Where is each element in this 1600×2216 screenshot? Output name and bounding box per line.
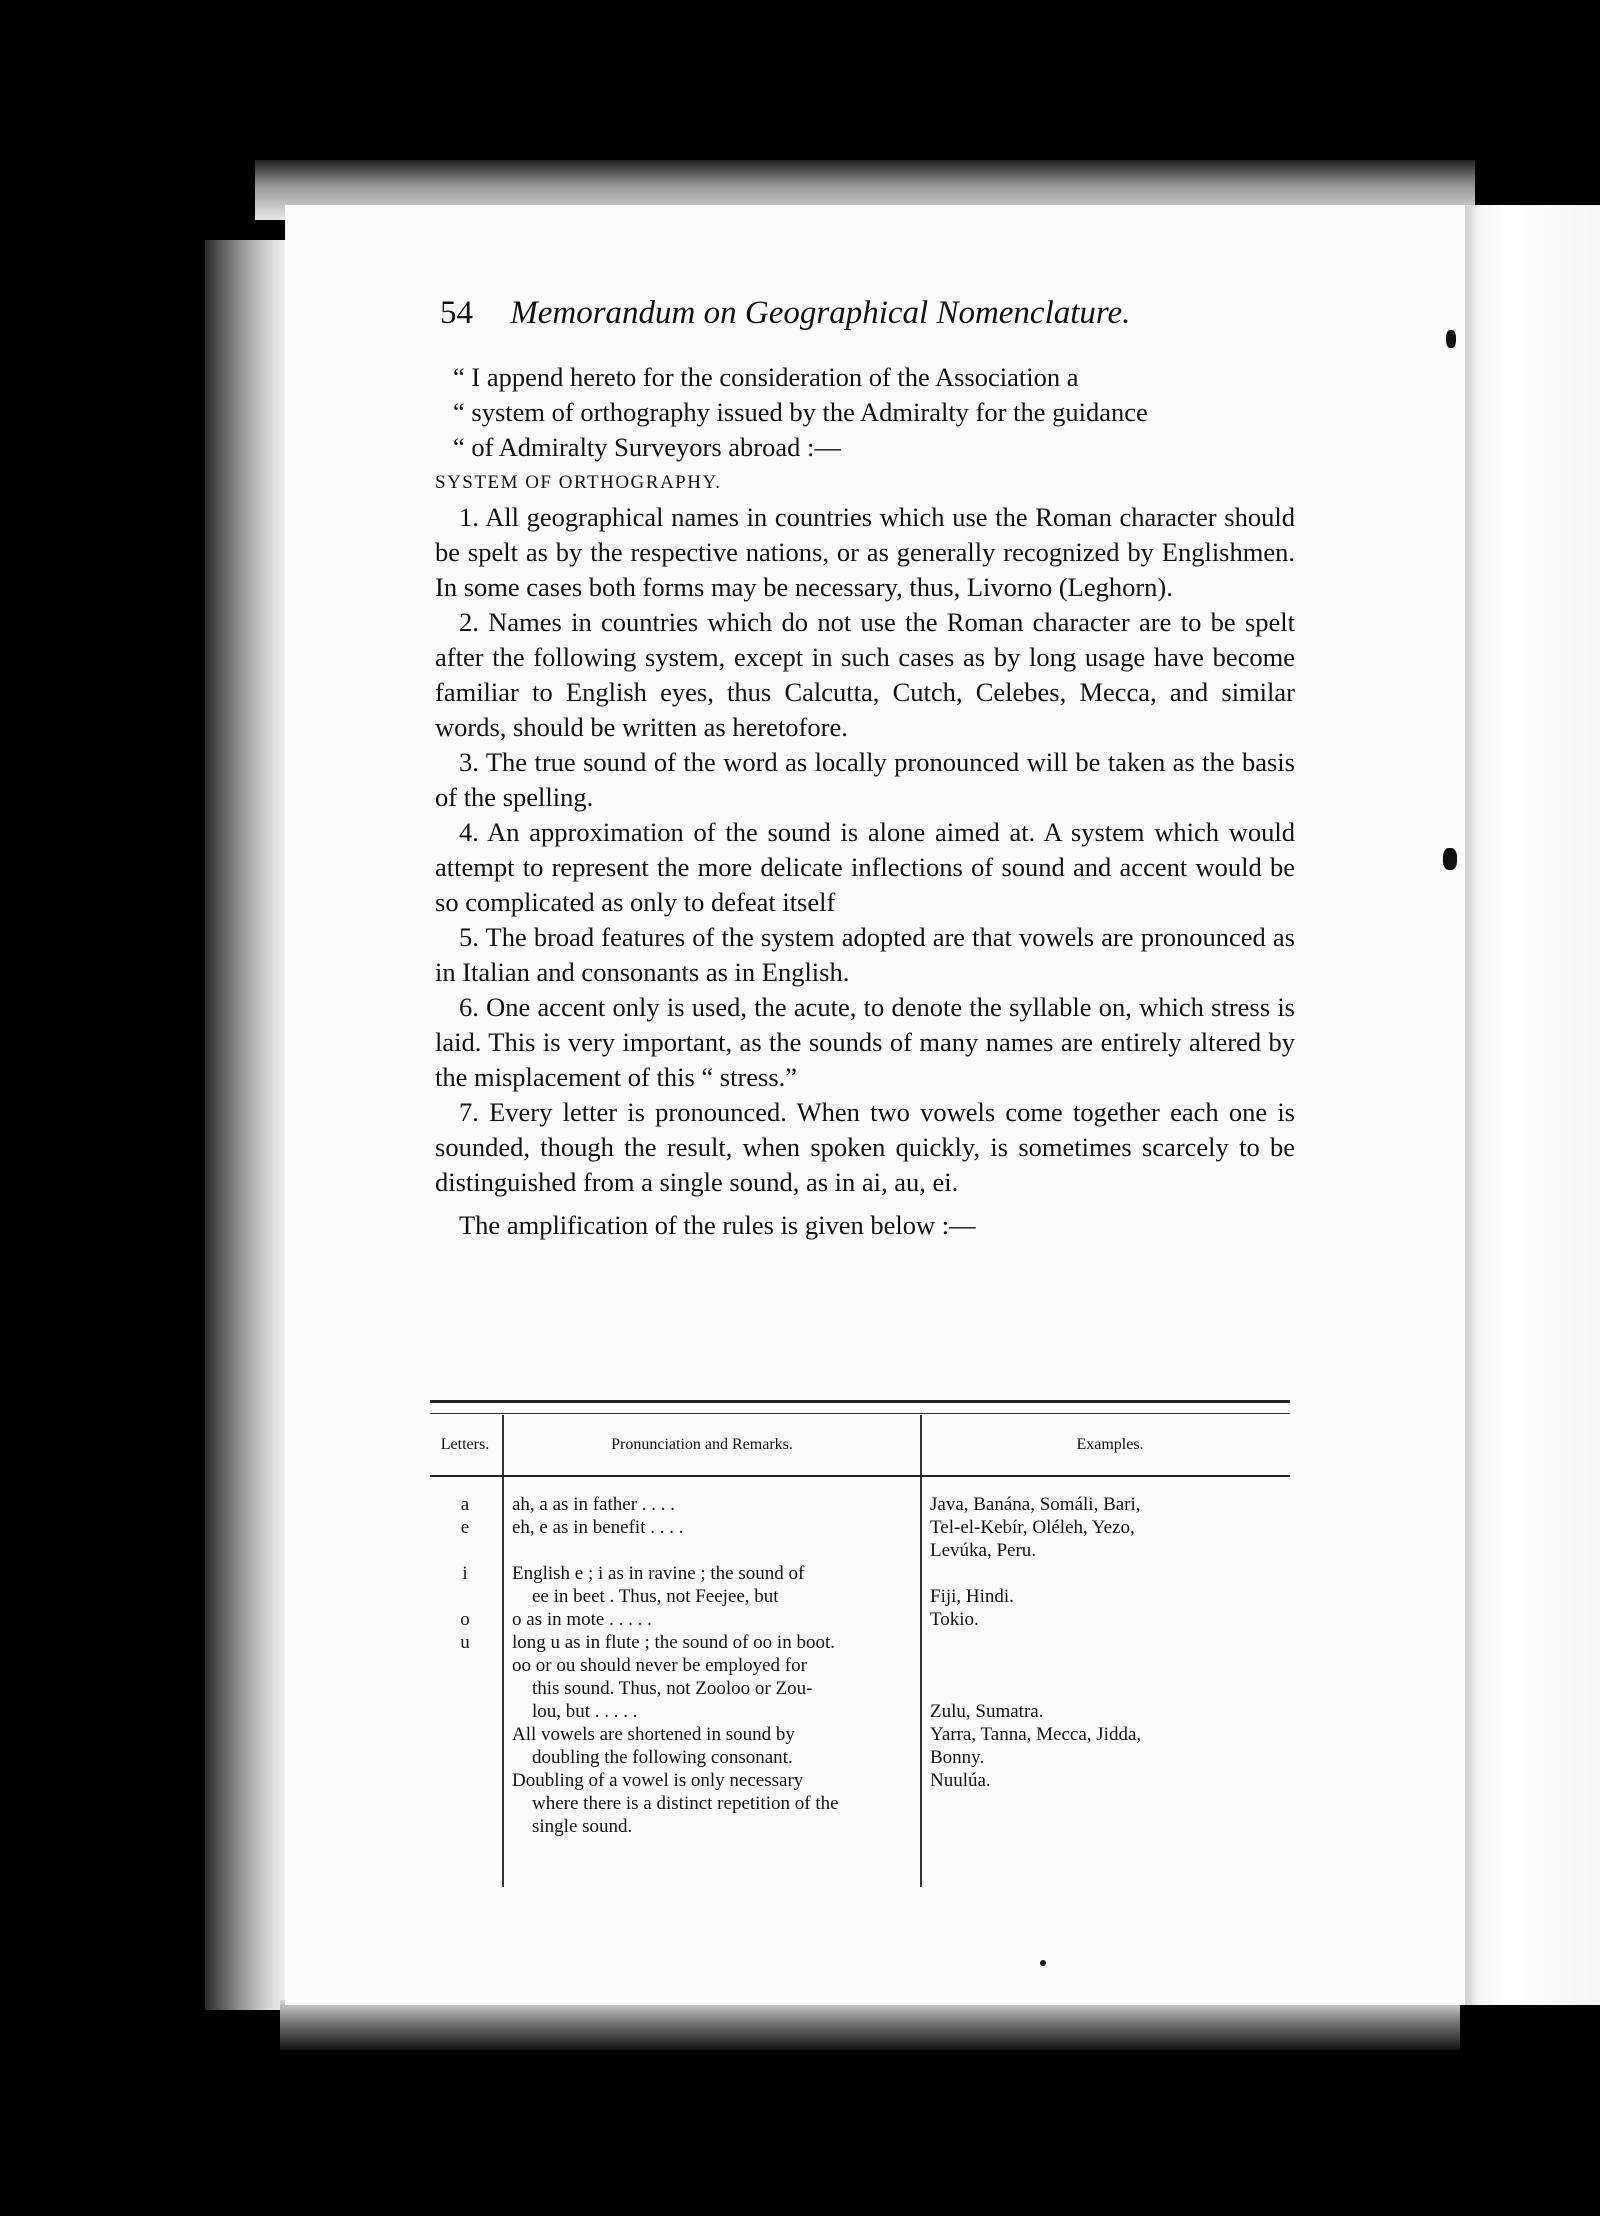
- rule-paragraph: 5. The broad features of the system adopted are that vowels are pronounced as in Italian and consonants as in English.: [435, 922, 1295, 987]
- header-letters: Letters.: [440, 1436, 490, 1453]
- column-divider: [920, 1477, 922, 1887]
- remark-line: long u as in flute ; the sound of oo in boot.: [512, 1632, 835, 1653]
- intro-line: “ I append hereto for the consideration of the Association a: [453, 362, 1079, 392]
- rule-paragraph: 4. An approximation of the sound is alone aimed at. A system which would attempt to represent the more delicate inflections of sound and accent would be so complicated as only to defeat itself: [435, 817, 1295, 917]
- remark-line: ee in beet . Thus, not Feejee, but: [532, 1586, 779, 1607]
- rule-paragraph: 7. Every letter is pronounced. When two vowels come together each one is sounded, though the result, when spoken quickly, is sometimes scarcely to be distinguished from a single sound, as in ai, au, ei.: [435, 1097, 1295, 1197]
- section-heading: SYSTEM OF ORTHOGRAPHY.: [435, 472, 722, 493]
- example-line: Zulu, Sumatra.: [930, 1701, 1044, 1722]
- example-line: Fiji, Hindi.: [930, 1586, 1014, 1607]
- scan-bottom-edge: [280, 2000, 1460, 2050]
- page-edge-tab-mark: [1446, 330, 1456, 348]
- remark-line: this sound. Thus, not Zooloo or Zou-: [532, 1678, 813, 1699]
- remark-line: oo or ou should never be employed for: [512, 1655, 807, 1676]
- letter-cell: u: [460, 1632, 470, 1653]
- ink-speck: [1040, 1960, 1046, 1966]
- column-divider: [502, 1415, 504, 1475]
- letter-cell: o: [460, 1609, 470, 1630]
- header-examples: Examples.: [1076, 1436, 1144, 1453]
- letter-cell: e: [460, 1517, 470, 1538]
- running-header: [440, 295, 1340, 332]
- remark-line: ah, a as in father . . . .: [512, 1494, 676, 1515]
- example-line: Java, Banána, Somáli, Bari,: [930, 1494, 1141, 1515]
- table-top-rule: [430, 1400, 1290, 1414]
- intro-line: “ system of orthography issued by the Admiralty for the guidance: [453, 397, 1148, 427]
- remark-line: All vowels are shortened in sound by: [512, 1724, 795, 1745]
- remark-line: where there is a distinct repetition of the: [532, 1793, 839, 1814]
- page-number: 54: [440, 295, 473, 331]
- intro-line: “ of Admiralty Surveyors abroad :—: [453, 432, 841, 462]
- example-line: Yarra, Tanna, Mecca, Jidda,: [930, 1724, 1142, 1745]
- rule-paragraph: 2. Names in countries which do not use the Roman character are to be spelt after the following system, except in such cases as by long usage have become familiar to English eyes, thus Calcutta, Cutch, Celebes, Mecca, and similar words, should be written as heretofore.: [435, 607, 1295, 742]
- rule-paragraph: 1. All geographical names in countries which use the Roman character should be spelt as by the respective nations, or as generally recognized by Englishmen. In some cases both forms may be necessary, thus, Livorno (Leghorn).: [435, 502, 1295, 602]
- example-line: Tokio.: [930, 1609, 979, 1630]
- example-line: Levúka, Peru.: [930, 1540, 1037, 1561]
- letter-cell: a: [460, 1494, 470, 1515]
- page-edge-tab-mark: [1443, 848, 1457, 870]
- column-divider: [502, 1477, 504, 1887]
- remark-line: eh, e as in benefit . . . .: [512, 1517, 684, 1538]
- column-divider: [920, 1415, 922, 1475]
- remark-line: English e ; i as in ravine ; the sound of: [512, 1563, 805, 1584]
- page-body: [435, 360, 1295, 1243]
- closing-line: The amplification of the rules is given below :—: [459, 1210, 976, 1240]
- running-title: Memorandum on Geographical Nomenclature.: [510, 295, 1131, 331]
- example-line: Tel-el-Kebír, Oléleh, Yezo,: [930, 1517, 1135, 1538]
- header-remarks: Pronunciation and Remarks.: [611, 1436, 793, 1453]
- orthography-table: [430, 1415, 1290, 1907]
- table-header: [430, 1415, 1290, 1477]
- rule-paragraph: 3. The true sound of the word as locally pronounced will be taken as the basis of the spelling.: [435, 747, 1295, 812]
- remark-line: lou, but . . . . .: [532, 1701, 638, 1722]
- remark-line: Doubling of a vowel is only necessary: [512, 1770, 804, 1791]
- remark-line: doubling the following consonant.: [532, 1747, 793, 1768]
- scan-right-page-edge: [1465, 205, 1600, 2005]
- rule-paragraph: 6. One accent only is used, the acute, to denote the syllable on, which stress is laid. This is very important, as the sounds of many names are entirely altered by the misplacement of this “ stress.”: [435, 992, 1295, 1092]
- example-line: Nuulúa.: [930, 1770, 991, 1791]
- remark-line: single sound.: [532, 1816, 633, 1837]
- scan-left-edge: [205, 240, 285, 2010]
- table-body: [430, 1477, 1290, 1907]
- book-page: [285, 205, 1465, 2005]
- example-line: Bonny.: [930, 1747, 985, 1768]
- remark-line: o as in mote . . . . .: [512, 1609, 652, 1630]
- letter-cell: i: [462, 1563, 468, 1584]
